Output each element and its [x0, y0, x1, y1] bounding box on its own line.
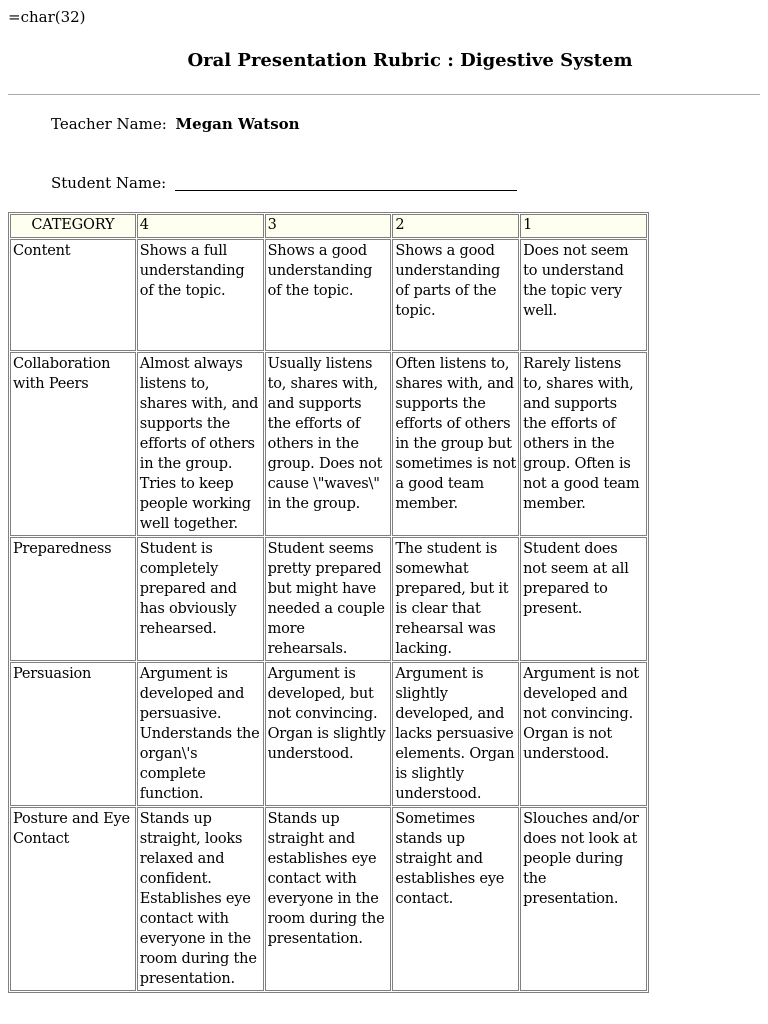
- teacher-name-value: Megan Watson: [175, 115, 300, 133]
- rubric-cell: Stands up straight and establishes eye contact with everyone in the room during the presentation.: [265, 807, 392, 991]
- top-text: =char(32): [8, 8, 86, 26]
- rubric-cell: Argument is developed, but not convincing. Organ is slightly understood.: [265, 662, 392, 806]
- rubric-cell: Student seems pretty prepared but might have needed a couple more rehearsals.: [265, 537, 392, 661]
- rubric-cell: The student is somewhat prepared, but it is clear that rehearsal was lacking.: [392, 537, 519, 661]
- category-cell: Persuasion: [10, 662, 136, 806]
- rubric-cell: Student does not seem at all prepared to present.: [520, 537, 647, 661]
- rubric-cell: Student is completely prepared and has obviously rehearsed.: [137, 537, 264, 661]
- student-name-label: Student Name:: [51, 174, 167, 192]
- rubric-cell: Often listens to, shares with, and supports the efforts of others in the group but sometimes is not a good team member.: [392, 352, 519, 536]
- rubric-cell: Shows a good understanding of the topic.: [265, 239, 392, 351]
- header-cell-score-3: 3: [265, 214, 392, 238]
- rubric-cell: Usually listens to, shares with, and supports the efforts of others in the group. Does not cause \"waves\" in the group.: [265, 352, 392, 536]
- table-row: [10, 352, 647, 536]
- category-cell: Preparedness: [10, 537, 136, 661]
- page-title: Oral Presentation Rubric : Digestive System: [187, 50, 633, 71]
- rubric-cell: Slouches and/or does not look at people during the presentation.: [520, 807, 647, 991]
- rubric-table: [8, 212, 649, 993]
- category-cell: Collaboration with Peers: [10, 352, 136, 536]
- rubric-cell: Shows a good understanding of parts of the topic.: [392, 239, 519, 351]
- rubric-cell: Argument is not developed and not convincing. Organ is not understood.: [520, 662, 647, 806]
- student-name-row: [51, 174, 166, 192]
- rubric-cell: Sometimes stands up straight and establishes eye contact.: [392, 807, 519, 991]
- table-row: [10, 537, 647, 661]
- teacher-name-row: [51, 115, 300, 133]
- rubric-cell: Almost always listens to, shares with, and supports the efforts of others in the group. Tries to keep people working well together.: [137, 352, 264, 536]
- rubric-cell: Shows a full understanding of the topic.: [137, 239, 264, 351]
- rubric-cell: Stands up straight, looks relaxed and confident. Establishes eye contact with everyone in the room during the presentation.: [137, 807, 264, 991]
- header-cell-score-4: 4: [137, 214, 264, 238]
- student-name-blank-line: [175, 190, 517, 191]
- category-cell: Content: [10, 239, 136, 351]
- table-row: [10, 807, 647, 991]
- table-row: [10, 239, 647, 351]
- horizontal-divider: [8, 94, 760, 95]
- rubric-header-row: [10, 214, 647, 238]
- header-cell-score-1: 1: [520, 214, 647, 238]
- header-cell-score-2: 2: [392, 214, 519, 238]
- header-cell-category: CATEGORY: [10, 214, 136, 238]
- rubric-cell: Argument is developed and persuasive. Understands the organ\'s complete function.: [137, 662, 264, 806]
- category-cell: Posture and Eye Contact: [10, 807, 136, 991]
- table-row: [10, 662, 647, 806]
- rubric-cell: Rarely listens to, shares with, and supports the efforts of others in the group. Often is not a good team member.: [520, 352, 647, 536]
- rubric-cell: Does not seem to understand the topic very well.: [520, 239, 647, 351]
- teacher-name-label: Teacher Name:: [51, 115, 167, 133]
- rubric-cell: Argument is slightly developed, and lacks persuasive elements. Organ is slightly understood.: [392, 662, 519, 806]
